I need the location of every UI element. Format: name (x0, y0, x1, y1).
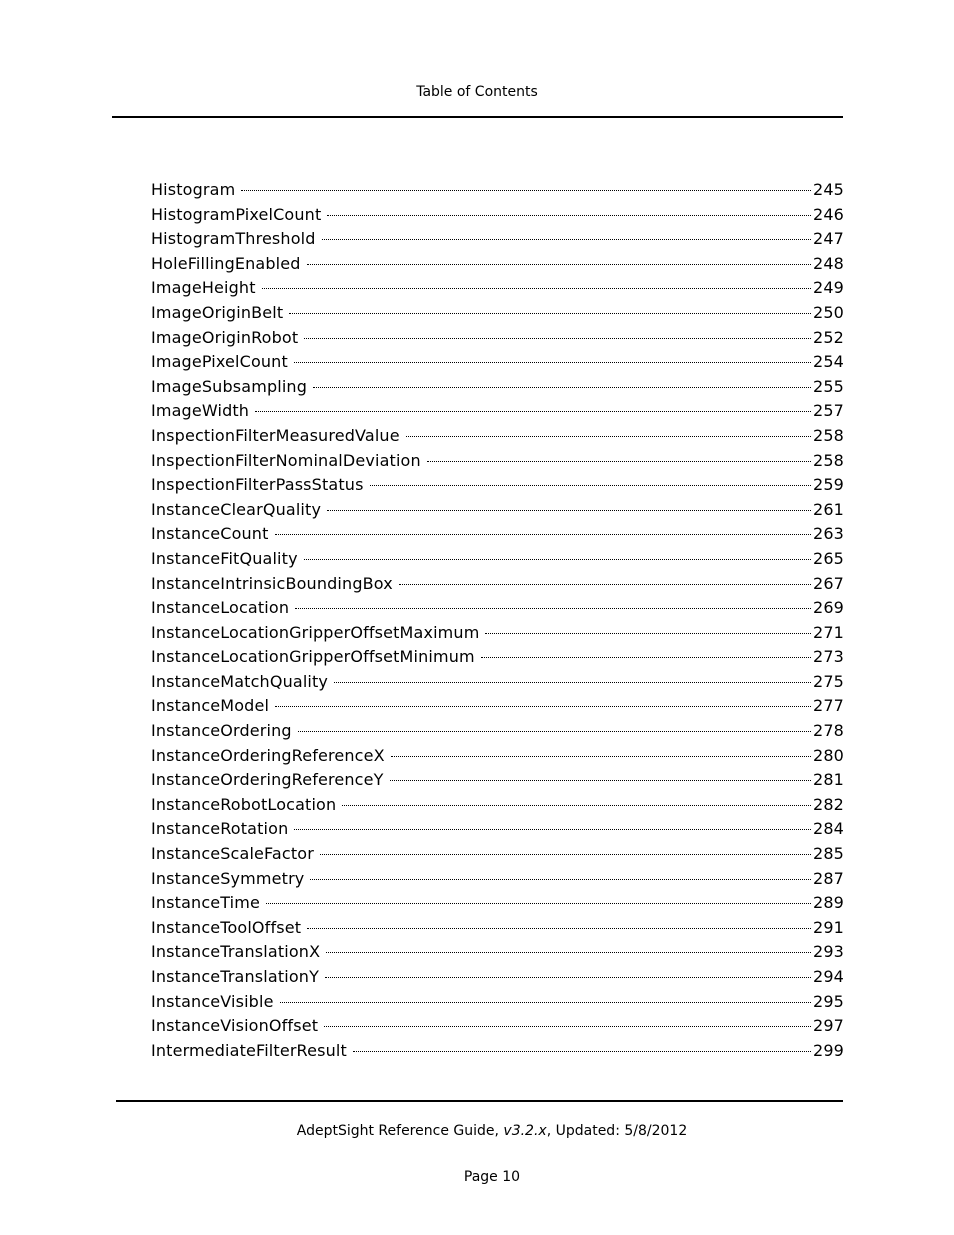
toc-entry-title[interactable]: InstanceToolOffset (151, 917, 302, 937)
toc-entry-title[interactable]: InstanceOrderingReferenceX (151, 745, 385, 765)
toc-entry-page[interactable]: 259 (813, 475, 844, 495)
toc-entry[interactable] (151, 1039, 844, 1064)
toc-dot-leader (327, 510, 811, 511)
toc-entry-page[interactable]: 281 (813, 770, 844, 790)
toc-entry[interactable] (151, 596, 844, 621)
toc-entry[interactable] (151, 449, 844, 474)
toc-entry-page[interactable]: 287 (813, 868, 844, 888)
toc-entry-page[interactable]: 285 (813, 844, 844, 864)
toc-entry-title[interactable]: HistogramThreshold (151, 229, 316, 249)
toc-entry-page[interactable]: 261 (813, 499, 844, 519)
toc-entry[interactable] (151, 473, 844, 498)
toc-dot-leader (406, 436, 811, 437)
toc-entry-page[interactable]: 289 (813, 893, 844, 913)
toc-entry-title[interactable]: InstanceOrdering (151, 721, 292, 741)
toc-dot-leader (353, 1051, 811, 1052)
header-divider (112, 116, 843, 118)
toc-entry[interactable] (151, 301, 844, 326)
toc-entry-title[interactable]: InspectionFilterNominalDeviation (151, 450, 421, 470)
toc-entry[interactable] (151, 498, 844, 523)
toc-entry[interactable] (151, 227, 844, 252)
toc-entry[interactable] (151, 252, 844, 277)
toc-entry-page[interactable]: 267 (813, 573, 844, 593)
toc-entry-title[interactable]: InstanceRobotLocation (151, 794, 337, 814)
toc-entry[interactable] (151, 793, 844, 818)
toc-entry-page[interactable]: 257 (813, 401, 844, 421)
toc-dot-leader (304, 559, 811, 560)
toc-entry-page[interactable]: 250 (813, 302, 844, 322)
page-header-title: Table of Contents (416, 84, 538, 100)
toc-entry-page[interactable]: 263 (813, 524, 844, 544)
guide-version: v3.2.x (503, 1123, 547, 1139)
toc-dot-leader (320, 854, 811, 855)
toc-entry-title[interactable]: ImageOriginRobot (151, 327, 299, 347)
toc-entry[interactable] (151, 522, 844, 547)
page-number: Page 10 (463, 1169, 521, 1185)
toc-dot-leader (324, 1026, 811, 1027)
toc-dot-leader (342, 805, 811, 806)
toc-entry-page[interactable]: 299 (813, 1040, 844, 1060)
toc-entry-title[interactable]: InstanceModel (151, 696, 270, 716)
toc-entry[interactable] (151, 375, 844, 400)
toc-entry-title[interactable]: InstanceTime (151, 893, 261, 913)
toc-entry-page[interactable]: 271 (813, 622, 844, 642)
toc-entry[interactable] (151, 768, 844, 793)
toc-entry[interactable] (151, 203, 844, 228)
toc-entry[interactable] (151, 694, 844, 719)
toc-entry-page[interactable]: 258 (813, 425, 844, 445)
toc-entry-title[interactable]: HoleFillingEnabled (151, 253, 301, 273)
toc-dot-leader (255, 411, 811, 412)
toc-entry-page[interactable]: 291 (813, 917, 844, 937)
toc-entry-page[interactable]: 254 (813, 352, 844, 372)
toc-entry[interactable] (151, 547, 844, 572)
toc-entry[interactable] (151, 572, 844, 597)
toc-dot-leader (325, 977, 811, 978)
toc-entry-title[interactable]: HistogramPixelCount (151, 204, 322, 224)
guide-title: AdeptSight Reference Guide, (296, 1123, 504, 1139)
footer-guide-line (0, 1123, 954, 1139)
toc-dot-leader (280, 1002, 811, 1003)
toc-entry[interactable] (151, 1014, 844, 1039)
toc-entry-title[interactable]: InstanceClearQuality (151, 499, 322, 519)
toc-entry[interactable] (151, 350, 844, 375)
toc-entry-title[interactable]: InstanceFitQuality (151, 548, 298, 568)
toc-entry-page[interactable]: 282 (813, 794, 844, 814)
toc-dot-leader (370, 485, 811, 486)
toc-dot-leader (310, 879, 811, 880)
toc-entry-title[interactable]: InstanceRotation (151, 819, 289, 839)
toc-entry-title[interactable]: InstanceIntrinsicBoundingBox (151, 573, 393, 593)
toc-entry-title[interactable]: InspectionFilterMeasuredValue (151, 425, 400, 445)
toc-entry-title[interactable]: InstanceScaleFactor (151, 844, 314, 864)
toc-dot-leader (262, 288, 811, 289)
footer-divider (116, 1100, 843, 1102)
toc-entry-page[interactable]: 255 (813, 376, 844, 396)
toc-dot-leader (304, 338, 811, 339)
toc-entry-title[interactable]: ImagePixelCount (151, 352, 288, 372)
toc-entry[interactable] (151, 940, 844, 965)
toc-entry-page[interactable]: 249 (813, 278, 844, 298)
toc-entry-page[interactable]: 284 (813, 819, 844, 839)
toc-dot-leader (241, 190, 811, 191)
toc-entry[interactable] (151, 867, 844, 892)
toc-entry[interactable] (151, 178, 844, 203)
toc-entry-page[interactable]: 275 (813, 671, 844, 691)
guide-updated: , Updated: 5/8/2012 (546, 1123, 688, 1139)
toc-entry-title[interactable]: InspectionFilterPassStatus (151, 475, 364, 495)
toc-entry-title[interactable]: InstanceVisible (151, 991, 274, 1011)
toc-entry-page[interactable]: 280 (813, 745, 844, 765)
toc-entry-page[interactable]: 247 (813, 229, 844, 249)
toc-entry-title[interactable]: InstanceVisionOffset (151, 1016, 319, 1036)
toc-entry-page[interactable]: 258 (813, 450, 844, 470)
toc-dot-leader (313, 387, 811, 388)
toc-entry-title[interactable]: InstanceTranslationY (151, 967, 320, 986)
toc-dot-leader (485, 633, 811, 634)
toc-entry[interactable] (151, 817, 844, 842)
toc-entry-title[interactable]: InstanceLocationGripperOffsetMaximum (151, 622, 480, 642)
toc-dot-leader (399, 584, 811, 585)
toc-entry-page[interactable]: 265 (813, 548, 844, 568)
toc-entry[interactable] (151, 990, 844, 1015)
toc-dot-leader (289, 313, 811, 314)
toc-dot-leader (390, 780, 811, 781)
toc-dot-leader (307, 264, 811, 265)
toc-entry[interactable] (151, 842, 844, 867)
toc-entry-page[interactable]: 278 (813, 721, 844, 741)
toc-entry[interactable] (151, 744, 844, 769)
toc-entry[interactable] (151, 719, 844, 744)
toc-entry[interactable] (151, 645, 844, 670)
toc-dot-leader (391, 756, 811, 757)
toc-dot-leader (275, 706, 811, 707)
toc-entry-title[interactable]: InstanceLocationGripperOffsetMinimum (151, 647, 475, 667)
toc-entry[interactable] (151, 276, 844, 301)
toc-dot-leader (275, 534, 811, 535)
toc-entry-title[interactable]: Histogram (151, 180, 236, 199)
toc-entry[interactable] (151, 916, 844, 941)
toc-entry[interactable] (151, 670, 844, 695)
toc-entry[interactable] (151, 891, 844, 916)
toc-dot-leader (294, 362, 811, 363)
toc-entry-title[interactable]: IntermediateFilterResult (151, 1040, 347, 1060)
toc-entry-page[interactable]: 273 (813, 647, 844, 667)
toc-entry-title[interactable]: InstanceCount (151, 524, 269, 544)
toc-entry-title[interactable]: ImageWidth (151, 401, 250, 421)
toc-dot-leader (327, 215, 811, 216)
toc-entry-title[interactable]: InstanceTranslationX (151, 942, 321, 962)
toc-dot-leader (294, 829, 811, 830)
toc-entry-title[interactable]: ImageSubsampling (151, 376, 308, 396)
toc-entry-page[interactable]: 245 (813, 180, 844, 199)
toc-entry-title[interactable]: ImageOriginBelt (151, 302, 284, 322)
toc-entry-title[interactable]: InstanceLocation (151, 598, 290, 618)
toc-entry-page[interactable]: 246 (813, 204, 844, 224)
toc-entry[interactable] (151, 326, 844, 351)
toc-dot-leader (326, 952, 811, 953)
toc-entry[interactable] (151, 621, 844, 646)
toc-dot-leader (295, 608, 811, 609)
toc-entry-title[interactable]: InstanceOrderingReferenceY (151, 770, 384, 790)
toc-entry-title[interactable]: ImageHeight (151, 278, 256, 298)
toc-entry-page[interactable]: 297 (813, 1016, 844, 1036)
toc-dot-leader (481, 657, 811, 658)
toc-dot-leader (427, 461, 811, 462)
toc-entry-page[interactable]: 294 (813, 967, 844, 986)
toc-entry-title[interactable]: InstanceSymmetry (151, 868, 305, 888)
toc-list (151, 178, 844, 1063)
toc-dot-leader (307, 928, 811, 929)
toc-entry-page[interactable]: 269 (813, 598, 844, 618)
toc-entry-page[interactable]: 295 (813, 991, 844, 1011)
toc-entry-page[interactable]: 277 (813, 696, 844, 716)
toc-dot-leader (266, 903, 811, 904)
toc-dot-leader (322, 239, 811, 240)
toc-entry[interactable] (151, 965, 844, 990)
toc-dot-leader (298, 731, 811, 732)
toc-entry[interactable] (151, 424, 844, 449)
toc-dot-leader (334, 682, 811, 683)
toc-entry-title[interactable]: InstanceMatchQuality (151, 671, 329, 691)
toc-entry-page[interactable]: 248 (813, 253, 844, 273)
toc-entry[interactable] (151, 399, 844, 424)
toc-entry-page[interactable]: 293 (813, 942, 844, 962)
toc-entry-page[interactable]: 252 (813, 327, 844, 347)
